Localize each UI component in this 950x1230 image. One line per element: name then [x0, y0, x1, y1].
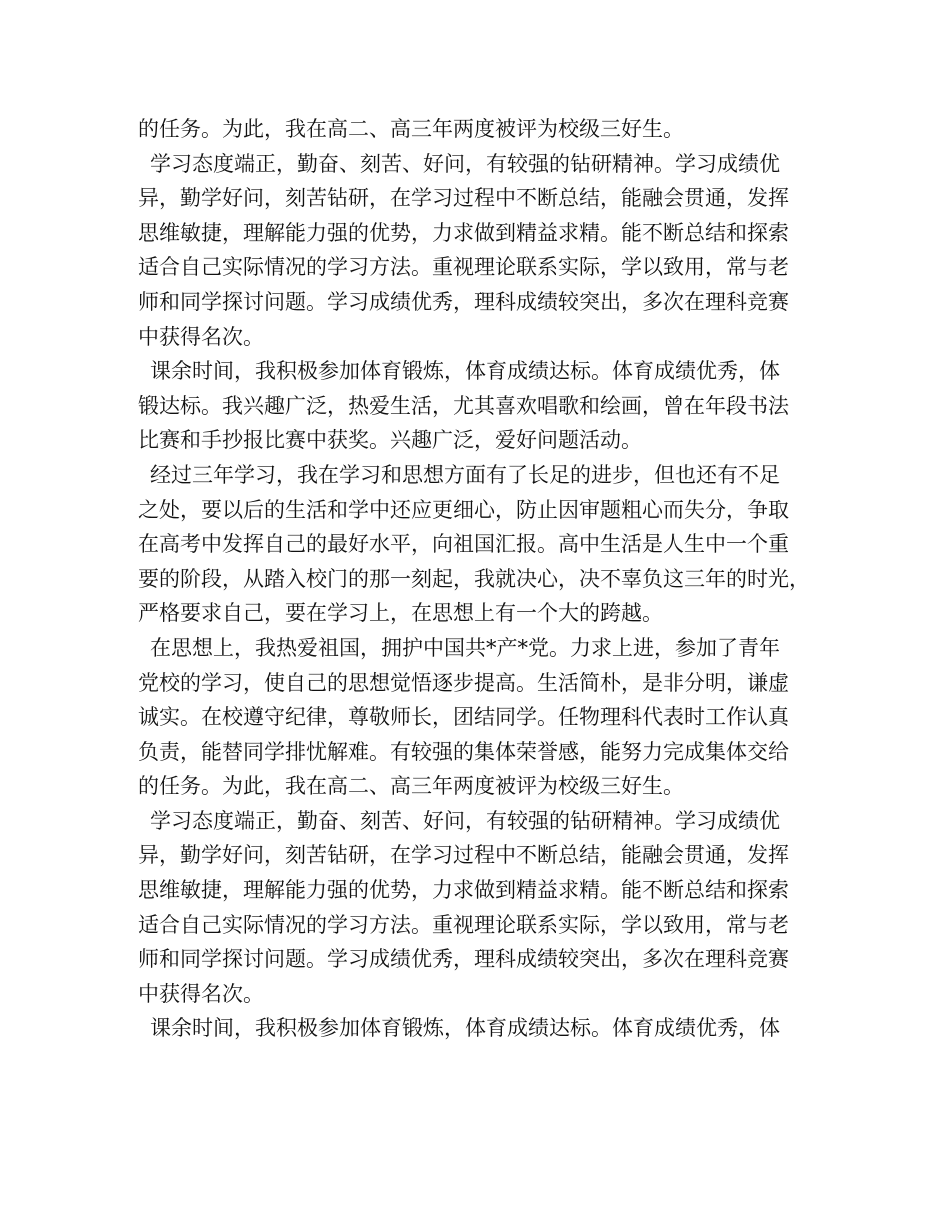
- text-line: 党校的学习，使自己的思想觉悟逐步提高。生活简朴，是非分明，谦虚: [138, 670, 789, 695]
- text-line: 在思想上，我热爱祖国，拥护中国共*产*党。力求上进，参加了青年: [150, 635, 780, 660]
- text-line: 中获得名次。: [138, 981, 264, 1006]
- text-line: 比赛和手抄报比赛中获奖。兴趣广泛，爱好问题活动。: [138, 428, 642, 453]
- text-line: 师和同学探讨问题。学习成绩优秀，理科成绩较突出，多次在理科竞赛: [138, 289, 789, 314]
- text-line: 诚实。在校遵守纪律，尊敬师长，团结同学。任物理科代表时工作认真: [138, 705, 789, 730]
- body-text: [138, 112, 813, 1046]
- text-line: 负责，能替同学排忧解难。有较强的集体荣誉感，能努力完成集体交给: [138, 739, 789, 764]
- text-line: 严格要求自己，要在学习上，在思想上有一个大的跨越。: [138, 601, 663, 626]
- text-line: 适合自己实际情况的学习方法。重视理论联系实际，学以致用，常与老: [138, 255, 789, 280]
- text-line: 思维敏捷，理解能力强的优势，力求做到精益求精。能不断总结和探索: [138, 220, 789, 245]
- text-line: 课余时间，我积极参加体育锻炼，体育成绩达标。体育成绩优秀，体: [150, 1016, 780, 1041]
- text-line: 学习态度端正，勤奋、刻苦、好问，有较强的钻研精神。学习成绩优: [150, 808, 780, 833]
- text-line: 师和同学探讨问题。学习成绩优秀，理科成绩较突出，多次在理科竞赛: [138, 947, 789, 972]
- text-line: 异，勤学好问，刻苦钻研，在学习过程中不断总结，能融会贯通，发挥: [138, 186, 789, 211]
- text-line: 要的阶段，从踏入校门的那一刻起，我就决心，决不辜负这三年的时光，: [138, 566, 810, 591]
- text-line: 经过三年学习，我在学习和思想方面有了长足的进步，但也还有不足: [150, 462, 780, 487]
- text-line: 学习态度端正，勤奋、刻苦、好问，有较强的钻研精神。学习成绩优: [150, 151, 780, 176]
- text-line: 适合自己实际情况的学习方法。重视理论联系实际，学以致用，常与老: [138, 912, 789, 937]
- text-line: 思维敏捷，理解能力强的优势，力求做到精益求精。能不断总结和探索: [138, 878, 789, 903]
- text-line: 的任务。为此，我在高二、高三年两度被评为校级三好生。: [138, 117, 684, 141]
- text-line: 课余时间，我积极参加体育锻炼，体育成绩达标。体育成绩优秀，体: [150, 359, 780, 384]
- text-line: 锻达标。我兴趣广泛，热爱生活，尤其喜欢唱歌和绘画，曾在年段书法: [138, 393, 789, 418]
- text-line: 之处，要以后的生活和学中还应更细心，防止因审题粗心而失分，争取: [138, 497, 789, 522]
- text-line: 在高考中发挥自己的最好水平，向祖国汇报。高中生活是人生中一个重: [138, 532, 789, 557]
- text-line: 的任务。为此，我在高二、高三年两度被评为校级三好生。: [138, 774, 684, 799]
- text-line: 异，勤学好问，刻苦钻研，在学习过程中不断总结，能融会贯通，发挥: [138, 843, 789, 868]
- text-line: 中获得名次。: [138, 324, 264, 349]
